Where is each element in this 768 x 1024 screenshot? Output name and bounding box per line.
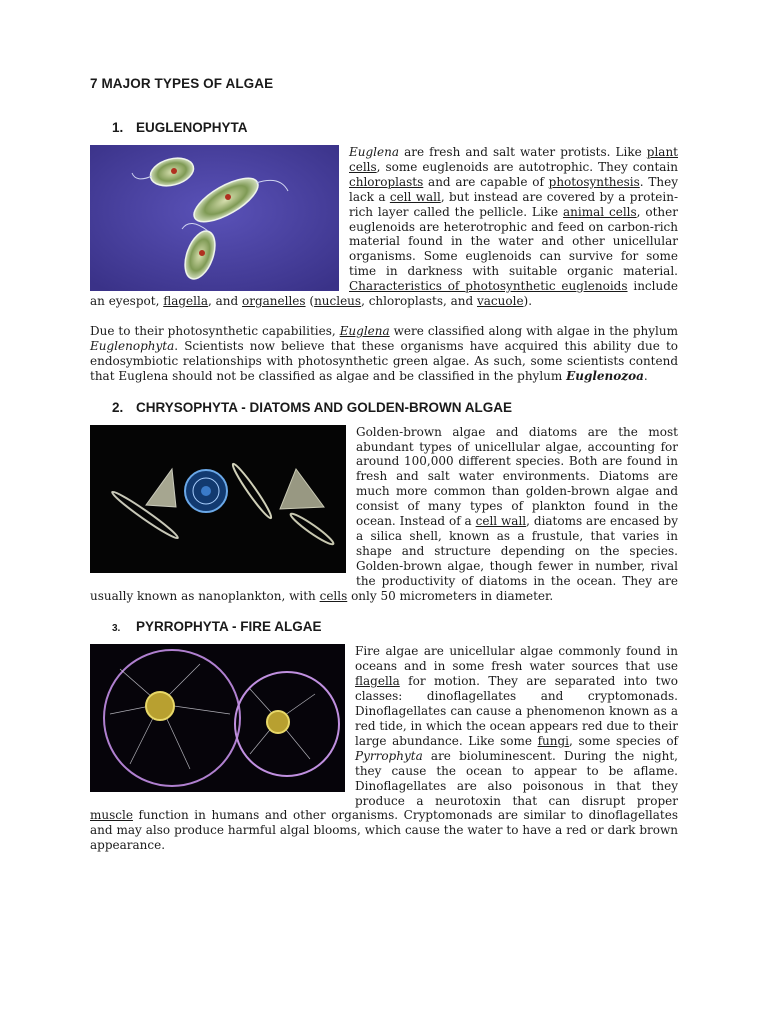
text-run: for motion. They are separated into two classes: dinoflagellates and cryptomonads. Dinoflagellates can cause a phenomenon known as a red tide, in which the ocean appears red due to their large abundance. Like some [355, 674, 678, 748]
section-heading [112, 619, 678, 634]
text-run: , and [207, 294, 242, 309]
section-number: 3. [112, 623, 121, 635]
section-chrysophyta [90, 400, 678, 604]
text-run: , but instead are covered by a protein-rich layer called the pellicle. Like [349, 189, 678, 219]
text-run: Euglenophyta [90, 338, 175, 353]
text-run: ( [305, 294, 315, 309]
diatoms-image [90, 425, 346, 573]
section-paragraph [90, 644, 678, 853]
section-title: PYRROPHYTA - FIRE ALGAE [136, 619, 322, 635]
section-heading [112, 400, 678, 415]
document-page [90, 76, 678, 853]
text-run: and are capable of [423, 174, 549, 189]
text-link[interactable]: cells [319, 588, 348, 603]
text-run: only 50 micrometers in diameter. [347, 588, 554, 603]
text-run: Fire algae are unicellular algae commonly found in oceans and in some fresh water sources that use [355, 644, 678, 674]
text-run: Euglenozoa [566, 368, 644, 383]
text-link[interactable]: nucleus [314, 294, 362, 309]
text-run: , some euglenoids are autotrophic. They contain [376, 159, 678, 174]
text-link[interactable]: photosynthesis [548, 174, 640, 189]
text-run: include an eyespot, [90, 279, 678, 309]
section-paragraph [90, 145, 678, 309]
text-link[interactable]: muscle [90, 808, 133, 823]
text-run: Golden-brown algae and diatoms are the most abundant types of unicellular algae, accounting for around 100,000 different species. Both are found in fresh and salt water environments. Diatoms are much more common than golden-brown algae and consist of many types of plankton found in the ocean. Instead of a [356, 424, 678, 529]
text-run: Due to their photosynthetic capabilities, [90, 323, 340, 338]
text-link[interactable]: cell wall [475, 514, 527, 529]
section-heading [112, 120, 678, 135]
section-euglenophyta [90, 120, 678, 384]
text-run: were classified along with algae in the phylum [389, 323, 678, 338]
text-run: , other euglenoids are heterotrophic and feed on carbon-rich material found in the water and other unicellular organisms. Some euglenoids can survive for some time in darkness with suitable organic material. [349, 204, 678, 279]
text-run: . They lack a [349, 174, 678, 204]
text-link[interactable]: fungi [537, 733, 569, 748]
text-link[interactable]: Euglena [339, 323, 390, 338]
text-link[interactable]: organelles [242, 294, 306, 309]
text-run: . Scientists now believe that these organisms have acquired this ability due to endosymbiotic relationships with photosynthetic green algae. As such, some scientists contend that Euglena should not be classified as algae and be classified in the phylum [90, 338, 678, 383]
text-run: are bioluminescent. During the night, they cause the ocean to appear to be aflame. Dinoflagellates are also poisonous in that they produce a neurotoxin that can disrupt proper [355, 748, 678, 808]
section-title: CHRYSOPHYTA - DIATOMS AND GOLDEN-BROWN ALGAE [136, 399, 512, 415]
section-number: 2. [112, 399, 124, 415]
section-paragraph [90, 425, 678, 604]
text-run: Pyrrophyta [355, 748, 423, 763]
document-title: 7 MAJOR TYPES OF ALGAE [90, 76, 274, 91]
text-link[interactable]: chloroplasts [349, 174, 424, 189]
text-link[interactable]: vacuole [477, 294, 524, 309]
text-link[interactable]: Characteristics of photosynthetic euglenoids [349, 279, 628, 294]
text-run: ). [523, 294, 533, 309]
text-run: are fresh and salt water protists. Like [399, 145, 647, 159]
section-title: EUGLENOPHYTA [136, 120, 248, 135]
text-run: . [643, 368, 648, 383]
text-link[interactable]: plant cells [349, 145, 678, 174]
dinoflagellates-image [90, 644, 345, 792]
text-link[interactable]: flagella [355, 674, 400, 689]
section-paragraph [90, 324, 678, 384]
text-run: function in humans and other organisms. Cryptomonads are similar to dinoflagellates and may also produce harmful algal blooms, which cause the water to have a red or dark brown appearance. [90, 808, 678, 853]
euglena-image [90, 145, 339, 291]
text-link[interactable]: flagella [163, 294, 208, 309]
text-run: , some species of [569, 733, 678, 748]
text-run: Euglena [349, 145, 399, 159]
text-link[interactable]: cell wall [389, 189, 441, 204]
text-run: , diatoms are encased by a silica shell, known as a frustule, that varies in shape and structure depending on the species. Golden-brown algae, though fewer in number, rival the productivity of diatoms in the ocean. They are usually known as nanoplankton, with [90, 514, 678, 603]
section-number: 1. [112, 120, 124, 135]
text-link[interactable]: animal cells [563, 204, 637, 219]
section-pyrrophyta [90, 603, 678, 853]
text-run: , chloroplasts, and [361, 294, 477, 309]
